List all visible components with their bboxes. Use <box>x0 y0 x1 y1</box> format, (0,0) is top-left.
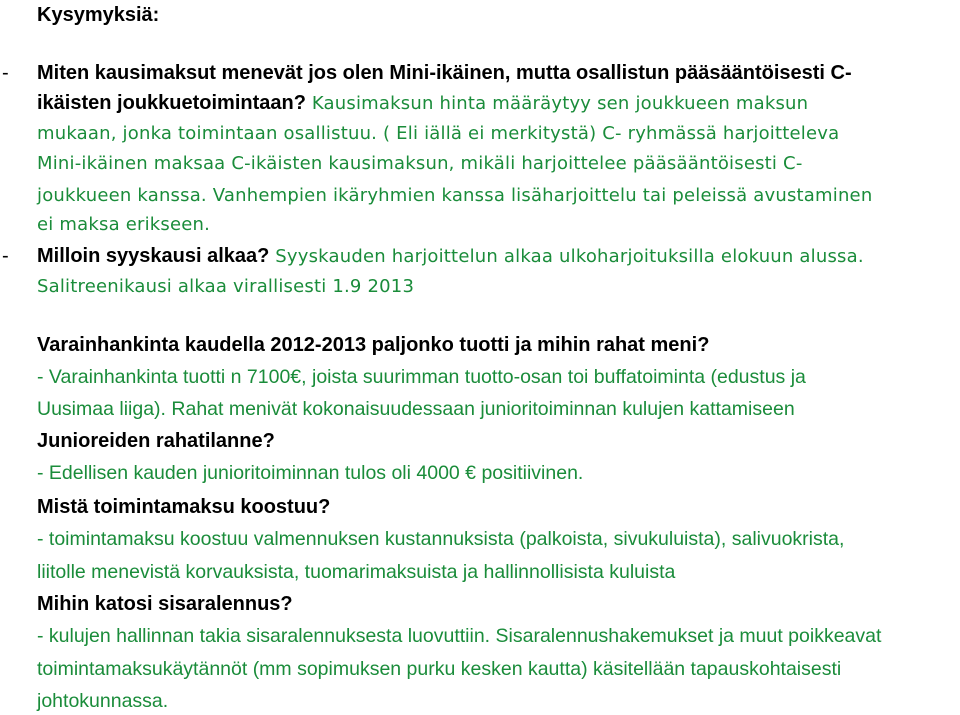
text-line <box>37 121 839 146</box>
question-line: Varainhankinta kaudella 2012-2013 paljonko tuotti ja mihin rahat meni? <box>37 334 710 356</box>
question-text: Milloin syyskausi alkaa? <box>37 245 270 267</box>
answer-text: Uusimaa liiga). <box>37 398 166 420</box>
text-line <box>37 624 881 648</box>
answer-line: johtokunnassa. <box>37 690 169 712</box>
answer-line: Mini-ikäinen maksaa C-ikäisten kausimaksun, mikäli harjoittelee pääsääntöisesti C- <box>37 153 803 174</box>
answer-line: Salitreenikausi alkaa virallisesti 1.9 2013 <box>37 276 415 297</box>
bullet-dash: - <box>2 245 9 267</box>
answer-text: joukkueen kanssa. <box>37 185 207 206</box>
question-line: Mistä toimintamaksu koostuu? <box>37 496 331 518</box>
answer-text: Sisaralennushakemukset ja muut poikkeavat <box>490 625 882 647</box>
answer-text: ( Eli iällä ei merkitystä) C- ryhmässä harjoitteleva <box>377 123 840 144</box>
answer-line: liitolle menevistä korvauksista, tuomarimaksuista ja hallinnollisista kuluista <box>37 561 676 583</box>
text-line <box>37 91 808 116</box>
heading: Kysymyksiä: <box>37 4 160 26</box>
answer-text: Kausimaksun hinta määräytyy sen joukkueen maksun <box>305 93 809 114</box>
question-line: Mihin katosi sisaralennus? <box>37 593 293 615</box>
question-line: Miten kausimaksut menevät jos olen Mini-ikäinen, mutta osallistun pääsääntöisesti C- <box>37 62 852 84</box>
question-line: Junioreiden rahatilanne? <box>37 430 275 452</box>
text-line <box>37 244 864 269</box>
answer-line: - Edellisen kauden junioritoiminnan tulos oli 4000 € positiivinen. <box>37 462 584 484</box>
text-line <box>37 397 795 421</box>
text-line <box>37 183 872 208</box>
answer-line: - toimintamaksu koostuu valmennuksen kustannuksista (palkoista, sivukuluista), salivuokrista, <box>37 528 845 550</box>
question-text: ikäisten joukkuetoimintaan? <box>37 92 306 114</box>
answer-text: - kulujen hallinnan takia sisaralennuksesta luovuttiin. <box>37 625 491 647</box>
answer-line: ei maksa erikseen. <box>37 214 211 235</box>
answer-text: Rahat menivät kokonaisuudessaan junioritoiminnan kulujen kattamiseen <box>165 398 795 420</box>
answer-line: toimintamaksukäytännöt (mm sopimuksen purku kesken kautta) käsitellään tapauskohtaisesti <box>37 658 842 680</box>
answer-text: Syyskauden harjoittelun alkaa ulkoharjoituksilla elokuun alussa. <box>269 246 864 267</box>
answer-text: mukaan, jonka toimintaan osallistuu. <box>37 123 378 144</box>
bullet-dash: - <box>2 62 9 84</box>
answer-line: - Varainhankinta tuotti n 7100€, joista suurimman tuotto-osan toi buffatoiminta (edustus ja <box>37 366 806 388</box>
answer-text: Vanhempien ikäryhmien kanssa lisäharjoittelu tai peleissä avustaminen <box>206 185 873 206</box>
